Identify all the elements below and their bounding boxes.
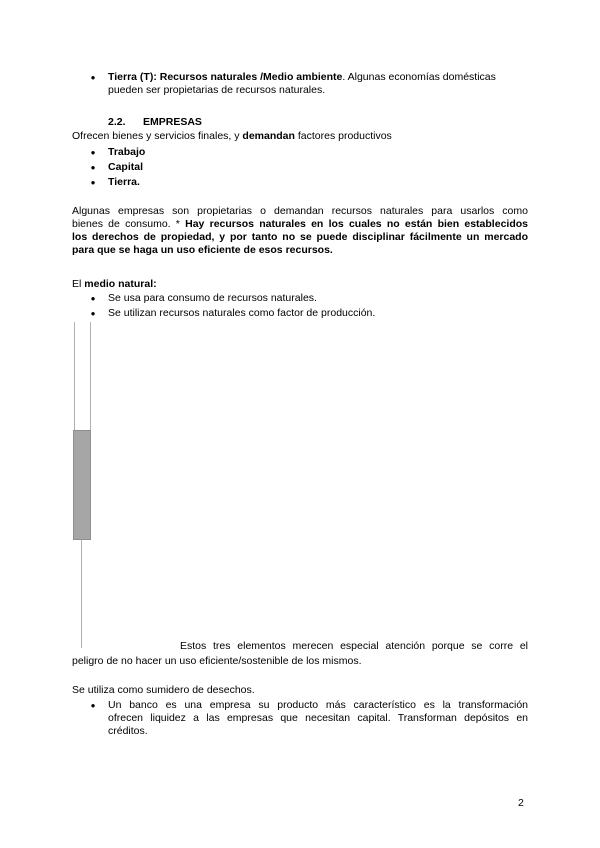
bullet-dot: ● <box>90 701 96 710</box>
factor-item: Capital <box>108 161 144 173</box>
medio-natural-label: El medio natural: <box>72 278 157 290</box>
tierra-item <box>108 71 528 97</box>
bullet-dot: ● <box>90 309 96 318</box>
bullet-dot: ● <box>90 178 96 187</box>
empresas-intro: Ofrecen bienes y servicios finales, y demandan factores productivos <box>72 130 392 142</box>
page-number: 2 <box>518 797 524 809</box>
diagram-gray-bar <box>73 430 91 540</box>
tierra-text-line2: pueden ser propietarias de recursos naturales. <box>108 84 326 96</box>
banco-item: Un banco es una empresa su producto más característico es la transformación ofrecen liquidez a las empresas que necesitan capital. Transforman depósitos en créditos. <box>108 699 528 737</box>
sumidero-text: Se utiliza como sumidero de desechos. <box>72 684 255 696</box>
factor-item: Trabajo <box>108 146 146 158</box>
demandan-word: demandan <box>242 130 295 142</box>
bullet-dot: ● <box>90 294 96 303</box>
medio-natural-item: Se utilizan recursos naturales como factor de producción. <box>108 307 376 319</box>
section-title: EMPRESAS <box>143 116 202 128</box>
paragraph-propiedad: Algunas empresas son propietarias o demandan recursos naturales para usarlos como bienes de consumo. * Hay recursos naturales en los cuales no están bien establecidos los derechos de propiedad, y por tanto no se puede disciplinar fácilmente un mercado para que se haga un uso eficiente de esos recursos. <box>72 205 528 256</box>
medio-natural-item: Se usa para consumo de recursos naturales. <box>108 292 317 304</box>
section-number: 2.2. <box>108 116 126 128</box>
bullet-dot: ● <box>90 73 96 82</box>
tierra-text: . Algunas economías domésticas <box>342 71 496 83</box>
bullet-dot: ● <box>90 148 96 157</box>
diagram-line-lower <box>81 540 82 648</box>
diagram-line-left <box>74 322 75 430</box>
factor-item: Tierra. <box>108 176 140 188</box>
bullet-dot: ● <box>90 163 96 172</box>
tierra-label: Tierra (T): Recursos naturales /Medio ambiente <box>108 71 343 83</box>
paragraph-sostenible-line1: Estos tres elementos merecen especial atención porque se corre el <box>180 640 528 652</box>
diagram-line-right <box>90 322 91 430</box>
paragraph-sostenible-line2: peligro de no hacer un uso eficiente/sostenible de los mismos. <box>72 655 362 667</box>
